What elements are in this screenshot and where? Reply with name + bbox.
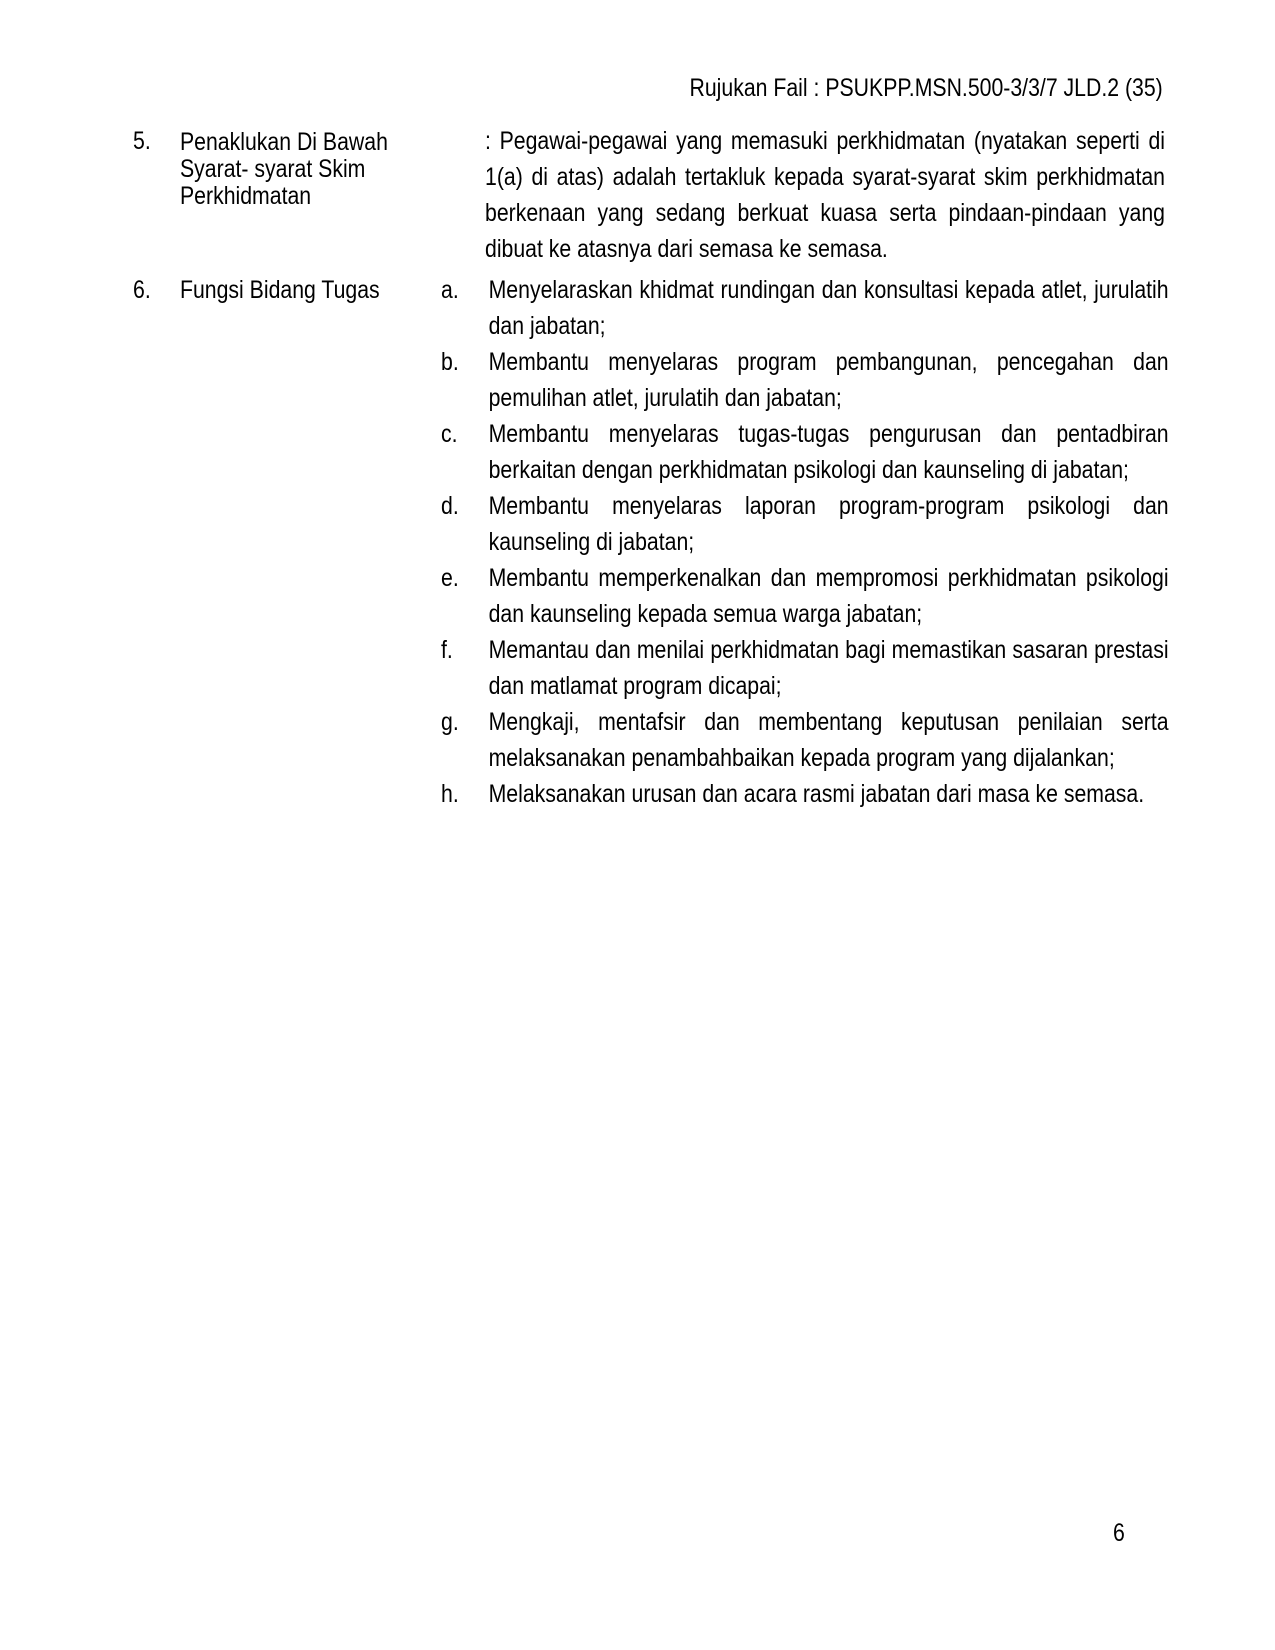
task-text: Menyelaraskan khidmat rundingan dan konsultasi kepada atlet, jurulatih dan jabatan;: [488, 276, 1169, 340]
item-5-label: Penaklukan Di Bawah Syarat- syarat Skim Perkhidmatan: [180, 128, 388, 210]
task-item-e: [441, 560, 1172, 632]
task-letter: d.: [441, 492, 459, 520]
item-5-number: 5.: [133, 127, 151, 155]
item-6-label: Fungsi Bidang Tugas: [180, 276, 380, 304]
task-text: Membantu menyelaras program pembangunan, pencegahan dan pemulihan atlet, jurulatih dan jabatan;: [488, 348, 1169, 412]
task-letter: e.: [441, 564, 459, 592]
task-text: Membantu menyelaras tugas-tugas pengurusan dan pentadbiran berkaitan dengan perkhidmatan psikologi dan kaunseling di jabatan;: [488, 420, 1169, 484]
task-letter: b.: [441, 348, 459, 376]
task-item-c: [441, 416, 1172, 488]
item-5-content: : Pegawai-pegawai yang memasuki perkhidmatan (nyatakan seperti di 1(a) di atas) adalah tertakluk kepada syarat-syarat skim perkhidmatan berkenaan yang sedang berkuat kuasa serta pindaan-pindaan yang dibuat ke atasnya dari semasa ke semasa.: [485, 127, 1165, 263]
task-item-g: [441, 704, 1172, 776]
task-text: Membantu menyelaras laporan program-program psikologi dan kaunseling di jabatan;: [488, 492, 1169, 556]
task-letter: a.: [441, 276, 459, 304]
task-text: Mengkaji, mentafsir dan membentang keputusan penilaian serta melaksanakan penambahbaikan kepada program yang dijalankan;: [488, 708, 1169, 772]
task-letter: f.: [441, 636, 453, 664]
task-text: Melaksanakan urusan dan acara rasmi jabatan dari masa ke semasa.: [488, 780, 1145, 808]
task-item-b: [441, 344, 1172, 416]
task-letter: c.: [441, 420, 458, 448]
item-6-task-list: [441, 272, 1275, 812]
task-item-d: [441, 488, 1172, 560]
task-item-f: [441, 632, 1172, 704]
task-text: Memantau dan menilai perkhidmatan bagi memastikan sasaran prestasi dan matlamat program dicapai;: [488, 636, 1169, 700]
task-item-a: [441, 272, 1172, 344]
task-item-h: [441, 776, 1172, 812]
task-letter: h.: [441, 780, 459, 808]
item-6-number: 6.: [133, 276, 151, 304]
task-text: Membantu memperkenalkan dan mempromosi perkhidmatan psikologi dan kaunseling kepada semua warga jabatan;: [488, 564, 1169, 628]
file-reference-header: Rujukan Fail : PSUKPP.MSN.500-3/3/7 JLD.2 (35): [689, 74, 1163, 102]
task-letter: g.: [441, 708, 459, 736]
page-number: 6: [1113, 1519, 1125, 1547]
